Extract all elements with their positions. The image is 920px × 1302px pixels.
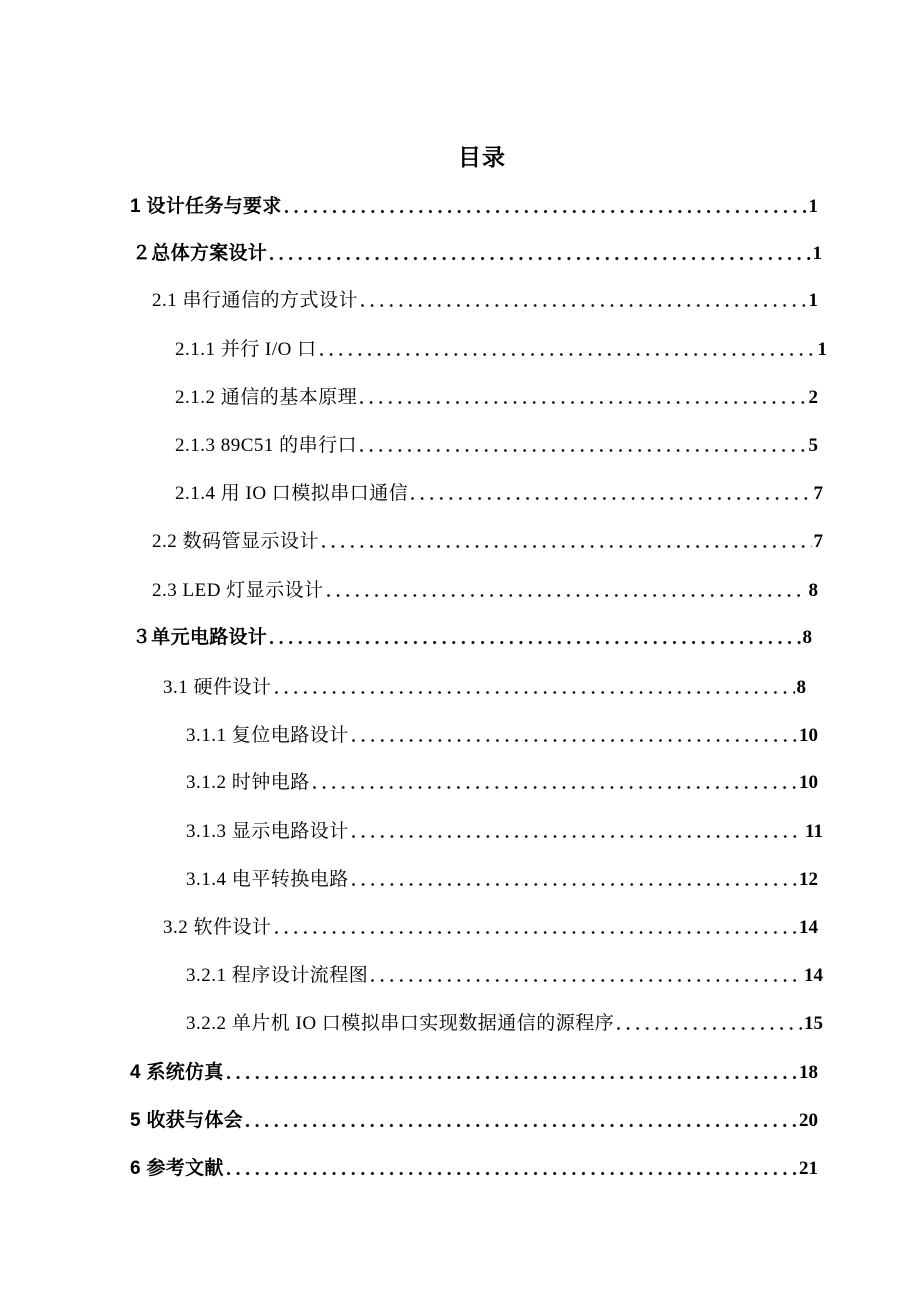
toc-leader [227, 1076, 797, 1079]
toc-leader [352, 835, 803, 838]
toc-leader [270, 257, 810, 260]
toc-leader [360, 449, 806, 452]
toc-entry [186, 868, 818, 892]
toc-entry-label: 3.1.2 时钟电路 [186, 772, 310, 793]
toc-entry [132, 242, 822, 266]
toc-entry [186, 771, 818, 795]
toc-leader [246, 1124, 797, 1127]
toc-entry-label: 2.1.2 通信的基本原理 [175, 387, 358, 408]
toc-page-number: 8 [808, 580, 818, 601]
toc-page-number: 15 [804, 1013, 823, 1034]
toc-entry [175, 338, 827, 362]
toc-page-number: 2 [808, 387, 818, 408]
toc-entry [175, 434, 818, 458]
toc-entry-label: 6 参考文献 [130, 1158, 224, 1179]
toc-entry-label: 3.1.3 显示电路设计 [186, 821, 349, 842]
toc-leader [275, 931, 797, 934]
toc-entry [130, 1157, 818, 1181]
toc-page-number: 10 [799, 725, 818, 746]
toc-leader [227, 1172, 797, 1175]
toc-entry [152, 289, 818, 313]
toc-entry-label: 2.1 串行通信的方式设计 [152, 290, 359, 311]
page-title: 目录 [458, 144, 506, 170]
toc-entry [163, 916, 818, 940]
toc-entry [152, 530, 823, 554]
toc-entry-label: 1 设计任务与要求 [130, 196, 282, 217]
toc-entry-label: 3.2.1 程序设计流程图 [186, 965, 369, 986]
toc-leader [327, 594, 807, 597]
toc-leader [617, 1027, 802, 1030]
toc-page-number: 1 [808, 290, 818, 311]
toc-entry-label: ３单元电路设计 [132, 627, 268, 648]
toc-entry-label: 3.1 硬件设计 [163, 677, 272, 698]
toc-page-number: 14 [804, 965, 823, 986]
toc-leader [411, 497, 811, 500]
toc-page-number: 7 [813, 483, 823, 504]
toc-page-number: 11 [805, 821, 823, 842]
toc-page-number: 10 [799, 772, 818, 793]
toc-leader [352, 739, 797, 742]
toc-entry-label: 5 收获与体会 [130, 1110, 243, 1131]
toc-entry [186, 724, 818, 748]
toc-entry [175, 386, 818, 410]
toc-page-number: 8 [802, 627, 812, 648]
toc-leader [270, 641, 800, 644]
toc-entry-label: 3.2.2 单片机 IO 口模拟串口实现数据通信的源程序 [186, 1013, 615, 1034]
toc-entry-label: 3.1.4 电平转换电路 [186, 869, 349, 890]
toc-entry [152, 579, 818, 603]
toc-entry [175, 482, 823, 506]
toc-leader [320, 353, 816, 356]
toc-page-number: 21 [799, 1158, 818, 1179]
toc-leader [371, 979, 802, 982]
toc-entry [130, 1109, 818, 1133]
toc-entry [186, 820, 823, 844]
toc-entry-label: 2.1.3 89C51 的串行口 [175, 435, 358, 456]
toc-page-number: 1 [817, 339, 827, 360]
toc-leader [352, 883, 797, 886]
toc-entry [130, 195, 818, 219]
toc-page-number: 8 [796, 677, 806, 698]
toc-page-number: 1 [808, 196, 818, 217]
toc-page-number: 12 [799, 869, 818, 890]
toc-page-number: 7 [813, 531, 823, 552]
toc-entry [132, 626, 812, 650]
toc-entry [186, 964, 823, 988]
toc-page-number: 20 [799, 1110, 818, 1131]
toc-leader [361, 304, 806, 307]
toc-entry-label: 2.2 数码管显示设计 [152, 531, 320, 552]
toc-entry-label: ２总体方案设计 [132, 243, 268, 264]
toc-entry [186, 1012, 823, 1036]
toc-entry-label: 3.2 软件设计 [163, 917, 272, 938]
toc-leader [285, 210, 807, 213]
toc-entry-label: 2.3 LED 灯显示设计 [152, 580, 324, 601]
toc-entry [130, 1061, 818, 1085]
toc-leader [322, 545, 811, 548]
toc-entry-label: 2.1.4 用 IO 口模拟串口通信 [175, 483, 409, 504]
toc-leader [313, 786, 797, 789]
toc-entry [163, 676, 806, 700]
toc-leader [360, 401, 806, 404]
toc-page-number: 1 [812, 243, 822, 264]
toc-page-number: 5 [808, 435, 818, 456]
toc-leader [275, 691, 795, 694]
toc-entry-label: 3.1.1 复位电路设计 [186, 725, 349, 746]
toc-entry-label: 4 系统仿真 [130, 1062, 224, 1083]
toc-entry-label: 2.1.1 并行 I/O 口 [175, 339, 317, 360]
toc-page-number: 18 [799, 1062, 818, 1083]
toc-page-number: 14 [799, 917, 818, 938]
